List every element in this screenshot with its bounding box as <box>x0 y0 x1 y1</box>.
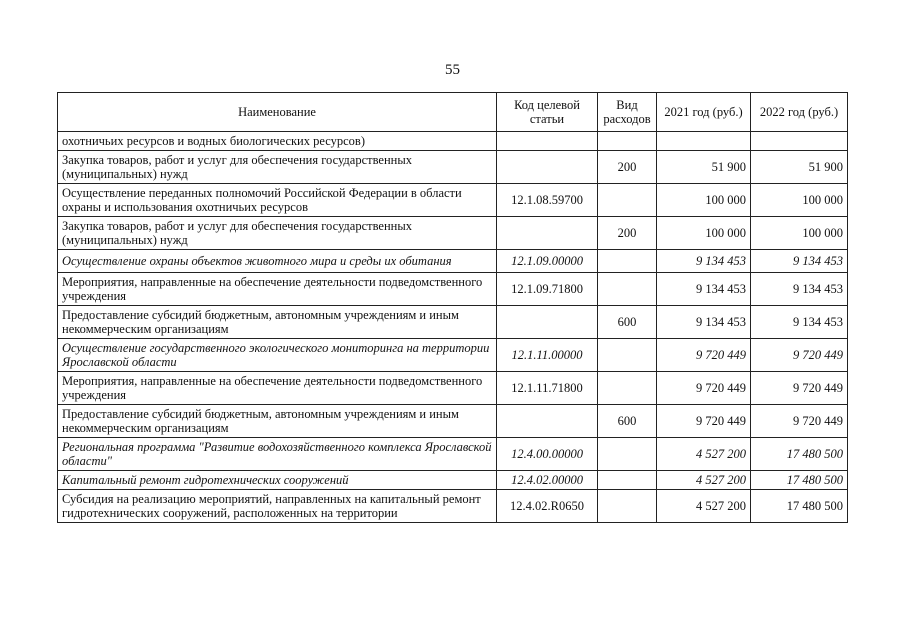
cell-name: Мероприятия, направленные на обеспечение деятельности подведомственного учреждения <box>58 273 497 306</box>
header-2022: 2022 год (руб.) <box>751 93 848 132</box>
cell-2021: 4 527 200 <box>657 438 751 471</box>
cell-2022: 9 134 453 <box>751 273 848 306</box>
cell-code: 12.1.09.71800 <box>497 273 598 306</box>
cell-2022: 9 720 449 <box>751 372 848 405</box>
cell-code <box>497 217 598 250</box>
cell-2022: 9 134 453 <box>751 306 848 339</box>
cell-2021: 100 000 <box>657 184 751 217</box>
cell-code: 12.4.00.00000 <box>497 438 598 471</box>
cell-code: 12.4.02.R0650 <box>497 490 598 523</box>
cell-2021: 9 720 449 <box>657 339 751 372</box>
table-row <box>58 306 848 339</box>
cell-expense <box>598 438 657 471</box>
cell-code: 12.1.11.71800 <box>497 372 598 405</box>
table-row <box>58 405 848 438</box>
cell-name: Закупка товаров, работ и услуг для обеспечения государственных (муниципальных) нужд <box>58 151 497 184</box>
cell-name: Осуществление государственного экологического мониторинга на территории Ярославской области <box>58 339 497 372</box>
cell-expense <box>598 132 657 151</box>
table-row <box>58 250 848 273</box>
cell-code <box>497 132 598 151</box>
cell-name: Осуществление переданных полномочий Российской Федерации в области охраны и использования охотничьих ресурсов <box>58 184 497 217</box>
cell-name: Предоставление субсидий бюджетным, автономным учреждениям и иным некоммерческим организациям <box>58 405 497 438</box>
cell-name: Региональная программа "Развитие водохозяйственного комплекса Ярославской области" <box>58 438 497 471</box>
cell-2022 <box>751 132 848 151</box>
cell-expense <box>598 471 657 490</box>
cell-expense: 600 <box>598 306 657 339</box>
table-row <box>58 273 848 306</box>
cell-name: Субсидия на реализацию мероприятий, направленных на капитальный ремонт гидротехнических сооружений, расположенных на территории <box>58 490 497 523</box>
cell-2022: 100 000 <box>751 184 848 217</box>
cell-2022: 9 720 449 <box>751 339 848 372</box>
cell-2021: 9 134 453 <box>657 273 751 306</box>
cell-name: Осуществление охраны объектов животного мира и среды их обитания <box>58 250 497 273</box>
cell-2021: 51 900 <box>657 151 751 184</box>
cell-name: Мероприятия, направленные на обеспечение деятельности подведомственного учреждения <box>58 372 497 405</box>
table-row <box>58 184 848 217</box>
cell-2021: 9 134 453 <box>657 306 751 339</box>
table-row <box>58 339 848 372</box>
cell-2021: 4 527 200 <box>657 490 751 523</box>
cell-name: Закупка товаров, работ и услуг для обеспечения государственных (муниципальных) нужд <box>58 217 497 250</box>
cell-2021: 9 720 449 <box>657 405 751 438</box>
cell-expense: 600 <box>598 405 657 438</box>
cell-expense <box>598 184 657 217</box>
cell-code: 12.1.09.00000 <box>497 250 598 273</box>
cell-expense <box>598 273 657 306</box>
cell-code <box>497 306 598 339</box>
cell-2022: 51 900 <box>751 151 848 184</box>
cell-name: охотничьих ресурсов и водных биологических ресурсов) <box>58 132 497 151</box>
cell-expense <box>598 490 657 523</box>
cell-code <box>497 405 598 438</box>
cell-expense <box>598 339 657 372</box>
cell-expense <box>598 250 657 273</box>
cell-expense: 200 <box>598 151 657 184</box>
header-name: Наименование <box>58 93 497 132</box>
table-row <box>58 151 848 184</box>
header-code: Код целевой статьи <box>497 93 598 132</box>
cell-2022: 100 000 <box>751 217 848 250</box>
cell-2022: 9 134 453 <box>751 250 848 273</box>
cell-expense <box>598 372 657 405</box>
cell-2021: 9 134 453 <box>657 250 751 273</box>
cell-name: Предоставление субсидий бюджетным, автономным учреждениям и иным некоммерческим организациям <box>58 306 497 339</box>
table-row <box>58 471 848 490</box>
table-row <box>58 490 848 523</box>
cell-2021: 100 000 <box>657 217 751 250</box>
table-row <box>58 438 848 471</box>
cell-name: Капитальный ремонт гидротехнических сооружений <box>58 471 497 490</box>
cell-code: 12.4.02.00000 <box>497 471 598 490</box>
cell-2022: 17 480 500 <box>751 471 848 490</box>
cell-2022: 17 480 500 <box>751 438 848 471</box>
cell-code: 12.1.08.59700 <box>497 184 598 217</box>
table-row <box>58 132 848 151</box>
budget-table <box>57 92 848 523</box>
cell-2021: 4 527 200 <box>657 471 751 490</box>
table-row <box>58 217 848 250</box>
cell-expense: 200 <box>598 217 657 250</box>
cell-2021: 9 720 449 <box>657 372 751 405</box>
cell-code: 12.1.11.00000 <box>497 339 598 372</box>
table-header-row <box>58 93 848 132</box>
header-expense: Вид расходов <box>598 93 657 132</box>
cell-2022: 9 720 449 <box>751 405 848 438</box>
page-number: 55 <box>445 62 460 78</box>
cell-2022: 17 480 500 <box>751 490 848 523</box>
cell-code <box>497 151 598 184</box>
cell-2021 <box>657 132 751 151</box>
header-2021: 2021 год (руб.) <box>657 93 751 132</box>
table-row <box>58 372 848 405</box>
